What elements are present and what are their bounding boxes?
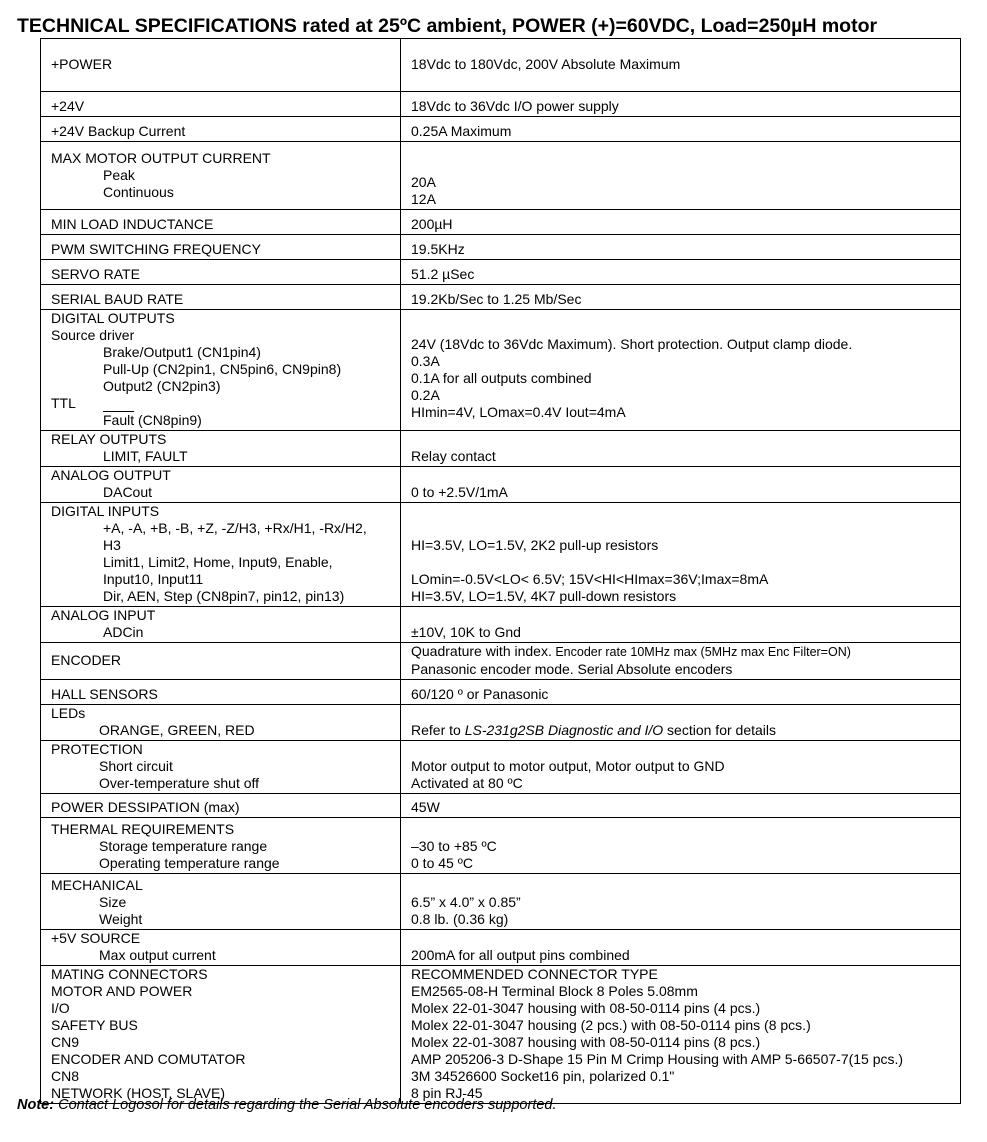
row-value: 20A [411,174,436,190]
spec-label [41,467,401,503]
row-value: 0.25A Maximum [411,123,512,139]
row-value: Activated at 80 ºC [411,775,523,791]
row-value: 24V (18Vdc to 36Vdc Maximum). Short protection. Output clamp diode. [411,336,853,352]
spec-row-leds [41,705,961,741]
spec-value [401,467,961,503]
spec-row-relay-outputs [41,431,961,467]
leds-value-prefix: Refer to [411,722,465,738]
row-value: Molex 22-01-3087 housing with 08-50-0114 pins (8 pcs.) [411,1034,761,1050]
row-label: ENCODER AND COMUTATOR [51,1051,246,1067]
spec-row-5v-source [41,930,961,966]
spec-label [41,741,401,794]
spec-row-24v [41,92,961,117]
spec-label [41,818,401,874]
row-sublabel: H3 [103,537,121,553]
row-label: DIGITAL OUTPUTS [51,310,175,326]
row-value: 3M 34526600 Socket16 pin, polarized 0.1" [411,1068,675,1084]
spec-label [41,235,401,260]
spec-label [41,285,401,310]
row-value: HI=3.5V, LO=1.5V, 2K2 pull-up resistors [411,537,659,553]
row-label: +24V [51,98,85,114]
row-sublabel: Output2 (CN2pin3) [103,378,221,394]
spec-label [41,39,401,92]
row-label: POWER DESSIPATION (max) [51,799,240,815]
row-label: MIN LOAD INDUCTANCE [51,216,214,232]
spec-row-digital-inputs [41,503,961,607]
row-value: AMP 205206-3 D-Shape 15 Pin M Crimp Housing with AMP 5-66507-7(15 pcs.) [411,1051,904,1067]
row-value: RECOMMENDED CONNECTOR TYPE [411,966,658,982]
spec-row-digital-outputs [41,310,961,431]
footnote [17,1097,557,1113]
row-label: MECHANICAL [51,877,143,893]
spec-label [41,874,401,930]
spec-row-min-load [41,210,961,235]
row-sublabel: Continuous [103,184,174,200]
row-label: HALL SENSORS [51,686,158,702]
row-label: PWM SWITCHING FREQUENCY [51,241,261,257]
row-value: 51.2 µSec [411,266,475,282]
row-value: Molex 22-01-3047 housing (2 pcs.) with 08-50-0114 pins (8 pcs.) [411,1017,811,1033]
row-value: –30 to +85 ºC [411,838,497,854]
row-label: NETWORK (HOST, SLAVE) [51,1085,225,1101]
spec-label [41,930,401,966]
row-label: CN8 [51,1068,80,1084]
row-value: Panasonic encoder mode. Serial Absolute encoders [411,661,733,677]
row-value: LOmin=-0.5V<LO< 6.5V; 15V<HI<HImax=36V;Imax=8mA [411,571,769,587]
row-value: HI=3.5V, LO=1.5V, 4K7 pull-down resistors [411,588,677,604]
row-label: CN9 [51,1034,80,1050]
spec-label [41,92,401,117]
row-sublabel: +A, -A, +B, -B, +Z, -Z/H3, +Rx/H1, -Rx/H2, [103,520,367,536]
spec-value [401,643,961,680]
spec-value [401,607,961,643]
row-sublabel: Peak [103,167,135,183]
row-value [411,643,960,661]
spec-row-encoder [41,643,961,680]
leds-value-suffix: section for details [663,722,777,738]
row-value: 200µH [411,216,453,232]
spec-row-thermal [41,818,961,874]
row-label: I/O [51,1000,70,1016]
spec-row-mating-connectors [41,966,961,1104]
row-sublabel: LIMIT, FAULT [103,448,188,464]
spec-label [41,117,401,142]
spec-value [401,705,961,741]
spec-value [401,930,961,966]
row-value: 18Vdc to 36Vdc I/O power supply [411,98,619,114]
row-sublabel: Size [99,894,127,910]
row-sublabel: Limit1, Limit2, Home, Input9, Enable, [103,554,333,570]
footnote-label: Note: [17,1097,55,1113]
row-sublabel: ORANGE, GREEN, RED [99,722,255,738]
row-sublabel: DACout [103,484,153,500]
spec-label [41,431,401,467]
spec-label [41,794,401,818]
row-sublabel: TTL [51,395,76,411]
row-sublabel: Brake/Output1 (CN1pin4) [103,344,261,360]
row-value: 0.1A for all outputs combined [411,370,592,386]
row-label: +24V Backup Current [51,123,186,139]
row-label: DIGITAL INPUTS [51,503,160,519]
spec-row-power-dissipation [41,794,961,818]
spec-table [40,38,961,1104]
row-value: 19.2Kb/Sec to 1.25 Mb/Sec [411,291,582,307]
row-sublabel: Over-temperature shut off [99,775,260,791]
spec-value [401,210,961,235]
spec-value [401,431,961,467]
row-sublabel: Short circuit [99,758,173,774]
row-value [411,722,960,739]
spec-row-baud [41,285,961,310]
row-sublabel: Dir, AEN, Step (CN8pin7, pin12, pin13) [103,588,345,604]
row-value: 45W [411,799,440,815]
row-label: MOTOR AND POWER [51,983,193,999]
page-title: TECHNICAL SPECIFICATIONS rated at 25ºC ambient, POWER (+)=60VDC, Load=250µH motor [17,15,878,37]
spec-row-pwm [41,235,961,260]
row-label: MAX MOTOR OUTPUT CURRENT [51,150,271,166]
spec-label [41,503,401,607]
spec-label [41,260,401,285]
encoder-value-detail: Encoder rate 10MHz max (5MHz max Enc Filter=ON) [551,645,851,659]
row-label: RELAY OUTPUTS [51,431,167,447]
fault-overline-text: Fault [103,412,135,428]
row-value: 19.5KHz [411,241,465,257]
fault-pin-text: (CN8pin9) [134,412,202,428]
row-label: ENCODER [51,652,122,668]
row-label: LEDs [51,705,86,721]
spec-value [401,117,961,142]
spec-value [401,794,961,818]
spec-value [401,92,961,117]
row-sublabel: Input10, Input11 [103,571,204,587]
spec-row-protection [41,741,961,794]
spec-row-hall-sensors [41,680,961,705]
spec-value [401,142,961,210]
spec-label [41,607,401,643]
row-value: EM2565-08-H Terminal Block 8 Poles 5.08mm [411,983,698,999]
spec-value [401,503,961,607]
spec-label [41,310,401,431]
row-value: 0.3A [411,353,440,369]
spec-label [41,705,401,741]
spec-label [41,966,401,1104]
footnote-text: Contact Logosol for details regarding the Serial Absolute encoders supported. [54,1097,557,1113]
spec-label [41,643,401,680]
row-sublabel: Max output current [99,947,216,963]
leds-value-reference: LS-231g2SB Diagnostic and I/O [464,722,664,738]
spec-value [401,874,961,930]
row-value: 200mA for all output pins combined [411,947,630,963]
row-value: 0 to +2.5V/1mA [411,484,508,500]
row-label: SAFETY BUS [51,1017,138,1033]
row-value: Motor output to motor output, Motor output to GND [411,758,725,774]
spec-label [41,142,401,210]
spec-row-servo [41,260,961,285]
spec-value [401,310,961,431]
spec-value [401,39,961,92]
row-value: 0.8 lb. (0.36 kg) [411,911,509,927]
row-value-spacer [411,554,960,571]
row-value: 0 to 45 ºC [411,855,473,871]
encoder-value-main: Quadrature with index. [411,643,552,659]
spec-label [41,210,401,235]
row-value: Molex 22-01-3047 housing with 08-50-0114 pins (4 pcs.) [411,1000,761,1016]
row-value: 18Vdc to 180Vdc, 200V Absolute Maximum [411,56,681,72]
row-label: ANALOG INPUT [51,607,156,623]
row-value: HImin=4V, LOmax=0.4V Iout=4mA [411,404,626,420]
spec-value [401,741,961,794]
row-sublabel: Source driver [51,327,135,343]
row-label: SERVO RATE [51,266,140,282]
row-sublabel: Weight [99,911,143,927]
row-sublabel: Pull-Up (CN2pin1, CN5pin6, CN9pin8) [103,361,342,377]
spec-value [401,966,961,1104]
spec-value [401,260,961,285]
spec-value [401,680,961,705]
row-sublabel: ADCin [103,624,144,640]
row-value: 60/120 º or Panasonic [411,686,549,702]
spec-value [401,285,961,310]
spec-row-backup-current [41,117,961,142]
row-value: 12A [411,191,436,207]
row-value: 0.2A [411,387,440,403]
spec-row-motor-current [41,142,961,210]
row-label: ANALOG OUTPUT [51,467,171,483]
spec-row-power [41,39,961,92]
row-value: ±10V, 10K to Gnd [411,624,521,640]
spec-row-analog-input [41,607,961,643]
row-value: Relay contact [411,448,496,464]
row-value: 6.5” x 4.0” x 0.85” [411,894,521,910]
row-sublabel: Storage temperature range [99,838,268,854]
row-label: SERIAL BAUD RATE [51,291,184,307]
row-value: 8 pin RJ-45 [411,1085,483,1101]
row-sublabel: Operating temperature range [99,855,280,871]
row-label: MATING CONNECTORS [51,966,208,982]
row-label: +POWER [51,56,113,72]
spec-row-analog-output [41,467,961,503]
spec-row-mechanical [41,874,961,930]
spec-label [41,680,401,705]
spec-value [401,235,961,260]
row-sublabel [51,412,400,429]
spec-value [401,818,961,874]
row-label: PROTECTION [51,741,143,757]
row-label: THERMAL REQUIREMENTS [51,821,235,837]
row-label: +5V SOURCE [51,930,141,946]
